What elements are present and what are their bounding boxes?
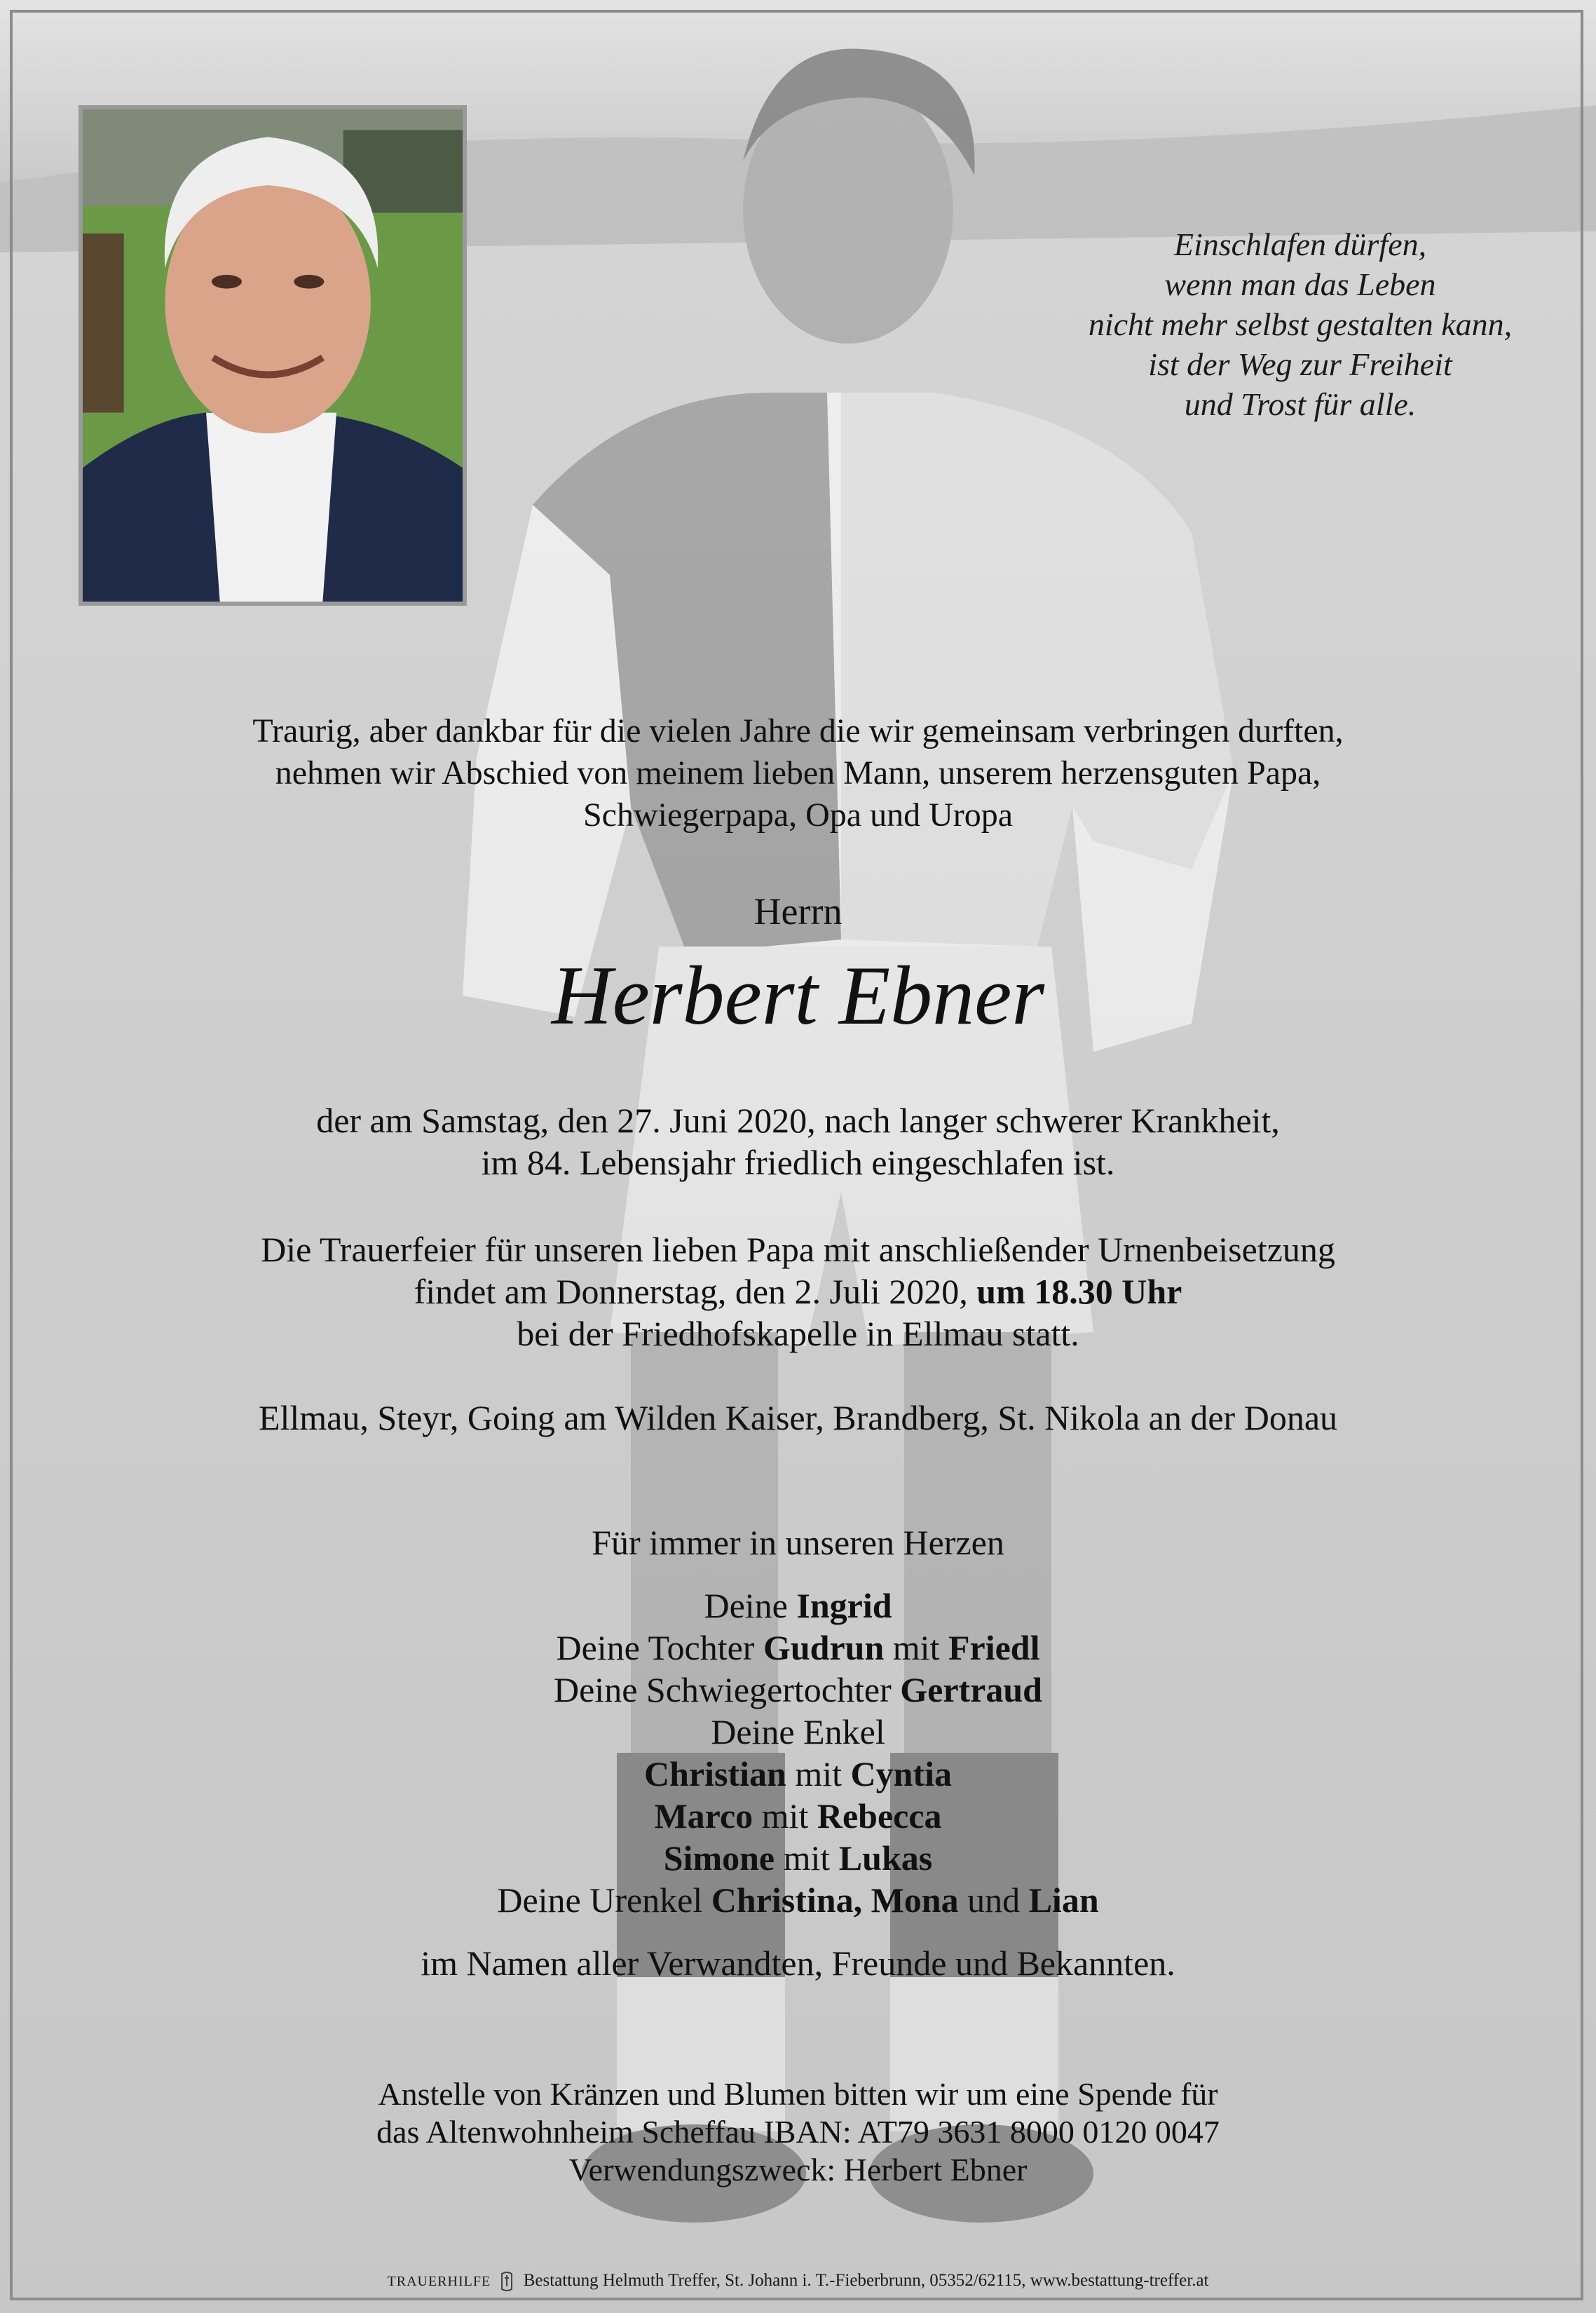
family-name: Ingrid (796, 1586, 892, 1625)
funeral-details (0, 1228, 1596, 1355)
death-line: im 84. Lebensjahr friedlich eingeschlafen ist. (481, 1143, 1115, 1182)
family-connector: mit (884, 1628, 948, 1667)
quote-line: Einschlafen dürfen, (1173, 226, 1427, 262)
family-prefix: Deine Tochter (556, 1628, 763, 1667)
family-name: Simone (663, 1838, 775, 1878)
death-line: der am Samstag, den 27. Juni 2020, nach langer schwerer Krankheit, (316, 1101, 1280, 1140)
intro-line: Schwiegerpapa, Opa und Uropa (582, 796, 1014, 834)
funeral-line: bei der Friedhofskapelle in Ellmau statt. (517, 1314, 1079, 1353)
family-name: Christian (644, 1754, 786, 1793)
family-name: Christina, Mona (711, 1880, 959, 1920)
donation-line: Anstelle von Kränzen und Blumen bitten wir um eine Spende für (378, 2076, 1218, 2112)
family-grandchild (0, 1837, 1596, 1879)
memorial-quote (995, 224, 1596, 424)
closing-line: im Namen aller Verwandten, Freunde und Bekannten. (421, 1944, 1175, 1983)
family-grandchild (0, 1753, 1596, 1795)
quote-line: ist der Weg zur Freiheit (1148, 346, 1452, 382)
family-connector: und (958, 1880, 1029, 1920)
family-prefix: Deine Schwiegertochter (554, 1670, 901, 1709)
family-name: Lian (1028, 1880, 1099, 1920)
family-connector: mit (753, 1796, 817, 1836)
funeral-time: um 18.30 Uhr (976, 1272, 1182, 1311)
family-daughter-in-law (0, 1669, 1596, 1711)
quote-line: nicht mehr selbst gestalten kann, (1088, 306, 1513, 342)
intro-line: Traurig, aber dankbar für die vielen Jahre die wir gemeinsam verbringen durften, (252, 712, 1344, 749)
family-name: Cyntia (850, 1754, 952, 1793)
footer-text: Bestattung Helmuth Treffer, St. Johann i. T.-Fieberbrunn, 05352/62115, www.bestattung-treffer.at (523, 2271, 1209, 2290)
family-connector: mit (786, 1754, 851, 1793)
funeral-logo-icon (499, 2271, 514, 2292)
family-list (0, 1585, 1596, 1921)
family-name: Marco (654, 1796, 753, 1836)
donation-line: Verwendungszweck: Herbert Ebner (568, 2152, 1028, 2187)
funeral-date: findet am Donnerstag, den 2. Juli 2020, (414, 1272, 977, 1311)
donation-notice (0, 2075, 1596, 2189)
family-prefix: Deine Urenkel (497, 1880, 711, 1920)
portrait-photo (79, 105, 467, 606)
quote-line: und Trost für alle. (1184, 386, 1417, 422)
deceased-name: Herbert Ebner (551, 949, 1045, 1042)
family-connector: mit (775, 1838, 839, 1878)
family-name: Friedl (948, 1628, 1040, 1667)
family-wife (0, 1585, 1596, 1627)
family-great-grandchildren (0, 1879, 1596, 1921)
portrait-image (83, 109, 463, 602)
footer (0, 2270, 1596, 2292)
family-prefix: Deine (704, 1586, 797, 1625)
intro-line: nehmen wir Abschied von meinem lieben Mann, unserem herzensguten Papa, (275, 754, 1321, 792)
family-name: Lukas (838, 1838, 933, 1878)
funeral-line (0, 1270, 1596, 1312)
funeral-line: Die Trauerfeier für unseren lieben Papa mit anschließender Urnenbeisetzung (261, 1230, 1335, 1269)
death-notice (0, 1099, 1596, 1183)
salutation: Herrn (753, 890, 843, 932)
footer-brand: TRAUERHILFE (387, 2274, 491, 2289)
family-name: Gertraud (900, 1670, 1042, 1709)
forever-line: Für immer in unseren Herzen (592, 1523, 1004, 1562)
family-name: Gudrun (763, 1628, 885, 1667)
mourning-places: Ellmau, Steyr, Going am Wilden Kaiser, Brandberg, St. Nikola an der Donau (258, 1398, 1338, 1437)
quote-line: wenn man das Leben (1164, 266, 1436, 302)
intro-text (0, 710, 1596, 836)
family-name: Rebecca (817, 1796, 942, 1836)
family-daughter (0, 1627, 1596, 1669)
family-grandchild (0, 1795, 1596, 1837)
family-grandchildren-label: Deine Enkel (711, 1712, 885, 1751)
donation-line: das Altenwohnheim Scheffau IBAN: AT79 3631 8000 0120 0047 (376, 2114, 1220, 2150)
